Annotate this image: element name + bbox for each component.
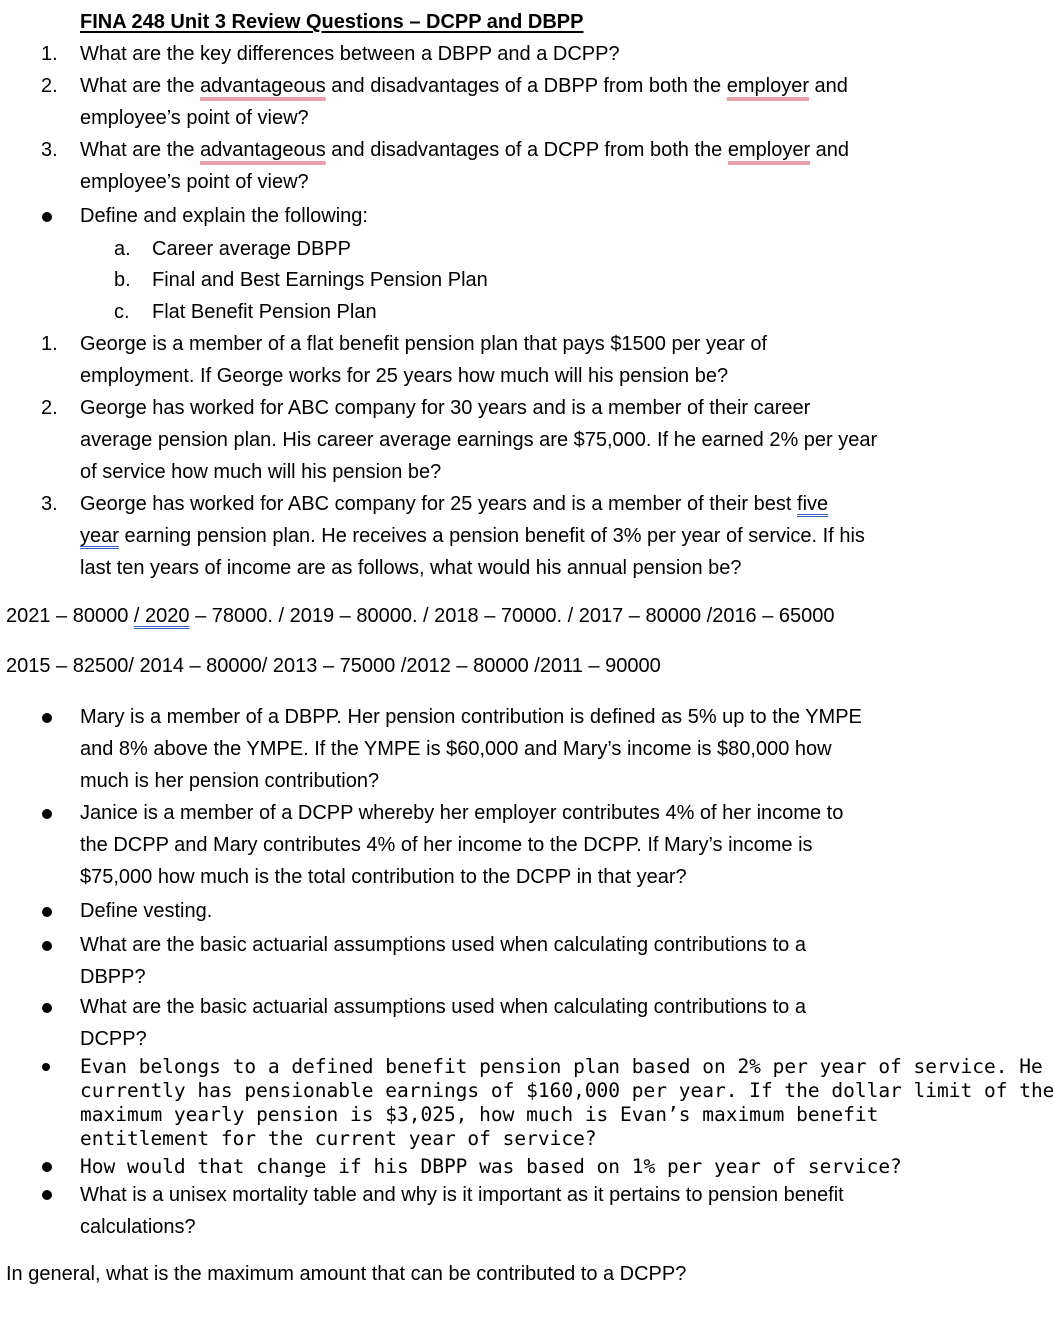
spellcheck-word[interactable]: employer (726, 75, 809, 97)
income-row-1 (6, 600, 835, 632)
list-number: 3. (41, 139, 58, 161)
question-text: employee’s point of view? (80, 107, 309, 129)
question-text: George has worked for ABC company for 30 years and is a member of their career (80, 397, 811, 419)
question-text: entitlement for the current year of service? (80, 1127, 597, 1150)
question-text: DCPP? (80, 1028, 147, 1050)
question-text: Evan belongs to a defined benefit pension plan based on 2% per year of service. He (80, 1055, 1043, 1078)
question-text: What are the (80, 75, 201, 97)
list-letter: c. (114, 301, 130, 323)
question-text: What are the key differences between a DBPP and a DCPP? (80, 43, 620, 65)
question-text: and 8% above the YMPE. If the YMPE is $60,000 and Mary’s income is $80,000 how (80, 738, 832, 760)
list-number: 1. (41, 333, 58, 355)
question-text: George has worked for ABC company for 25 years and is a member of their best (80, 493, 798, 515)
sub-item-text: Career average DBPP (152, 238, 351, 260)
question-text: calculations? (80, 1216, 196, 1238)
list-letter: b. (114, 269, 131, 291)
income-text: – 78000. / 2019 – 80000. / 2018 – 70000. / 2017 – 80000 /2016 – 65000 (189, 605, 835, 627)
question-line (80, 520, 865, 552)
bullet-icon (42, 212, 52, 222)
question-text: maximum yearly pension is $3,025, how much is Evan’s maximum benefit (80, 1103, 879, 1126)
question-text: How would that change if his DBPP was based on 1% per year of service? (80, 1155, 902, 1178)
closing-question: In general, what is the maximum amount that can be contributed to a DCPP? (6, 1263, 687, 1285)
question-text: What are the (80, 139, 201, 161)
question-text: Define and explain the following: (80, 205, 368, 227)
question-text: of service how much will his pension be? (80, 461, 442, 483)
income-row-2: 2015 – 82500/ 2014 – 80000/ 2013 – 75000 /2012 – 80000 /2011 – 90000 (6, 655, 661, 677)
question-line (80, 70, 848, 102)
spellcheck-word[interactable]: advantageous (200, 139, 326, 161)
bullet-icon (42, 907, 52, 917)
question-text: What are the basic actuarial assumptions used when calculating contributions to a (80, 996, 806, 1018)
bullet-icon (42, 713, 52, 723)
question-text: employee’s point of view? (80, 171, 309, 193)
list-number: 1. (41, 43, 58, 65)
list-number: 2. (41, 397, 58, 419)
question-text: employment. If George works for 25 years how much will his pension be? (80, 365, 729, 387)
question-text: the DCPP and Mary contributes 4% of her income to the DCPP. If Mary’s income is (80, 834, 813, 856)
spellcheck-word[interactable]: employer (727, 139, 811, 161)
grammar-word[interactable]: / 2020 (133, 605, 190, 627)
question-text: much is her pension contribution? (80, 770, 380, 792)
bullet-icon (42, 1190, 52, 1200)
question-text: and (809, 75, 848, 97)
bullet-icon (42, 809, 52, 819)
question-text: What is a unisex mortality table and why is it important as it pertains to pension benefit (80, 1184, 844, 1206)
question-text: last ten years of income are as follows, what would his annual pension be? (80, 557, 742, 579)
bullet-icon (42, 1063, 50, 1071)
question-line (80, 134, 849, 166)
bullet-icon (42, 1003, 52, 1013)
question-text: and (810, 139, 850, 161)
question-text: average pension plan. His career average earnings are $75,000. If he earned 2% per year (80, 429, 878, 451)
question-text: DBPP? (80, 966, 146, 988)
bullet-icon (42, 1162, 52, 1172)
question-text: What are the basic actuarial assumptions used when calculating contributions to a (80, 934, 806, 956)
sub-item-text: Flat Benefit Pension Plan (152, 301, 377, 323)
bullet-icon (42, 941, 52, 951)
sub-item-text: Final and Best Earnings Pension Plan (152, 269, 488, 291)
question-line (80, 488, 828, 520)
question-text: Janice is a member of a DCPP whereby her employer contributes 4% of her income to (80, 802, 844, 824)
grammar-word[interactable]: year (80, 525, 119, 547)
spellcheck-word[interactable]: advantageous (200, 75, 326, 97)
question-text: and disadvantages of a DBPP from both the (325, 75, 727, 97)
question-text: $75,000 how much is the total contribution to the DCPP in that year? (80, 866, 687, 888)
question-text: earning pension plan. He receives a pension benefit of 3% per year of service. If his (118, 525, 865, 547)
question-text: Define vesting. (80, 900, 213, 922)
question-text: Mary is a member of a DBPP. Her pension contribution is defined as 5% up to the YMPE (80, 706, 862, 728)
page-title: FINA 248 Unit 3 Review Questions – DCPP and DBPP (80, 11, 584, 33)
list-number: 2. (41, 75, 58, 97)
question-text: and disadvantages of a DCPP from both the (325, 139, 728, 161)
list-letter: a. (114, 238, 131, 260)
income-text: 2021 – 80000 (6, 605, 134, 627)
list-number: 3. (41, 493, 58, 515)
question-text: currently has pensionable earnings of $160,000 per year. If the dollar limit of the (80, 1079, 1054, 1102)
question-text: George is a member of a flat benefit pension plan that pays $1500 per year of (80, 333, 768, 355)
grammar-word[interactable]: five (797, 493, 829, 515)
